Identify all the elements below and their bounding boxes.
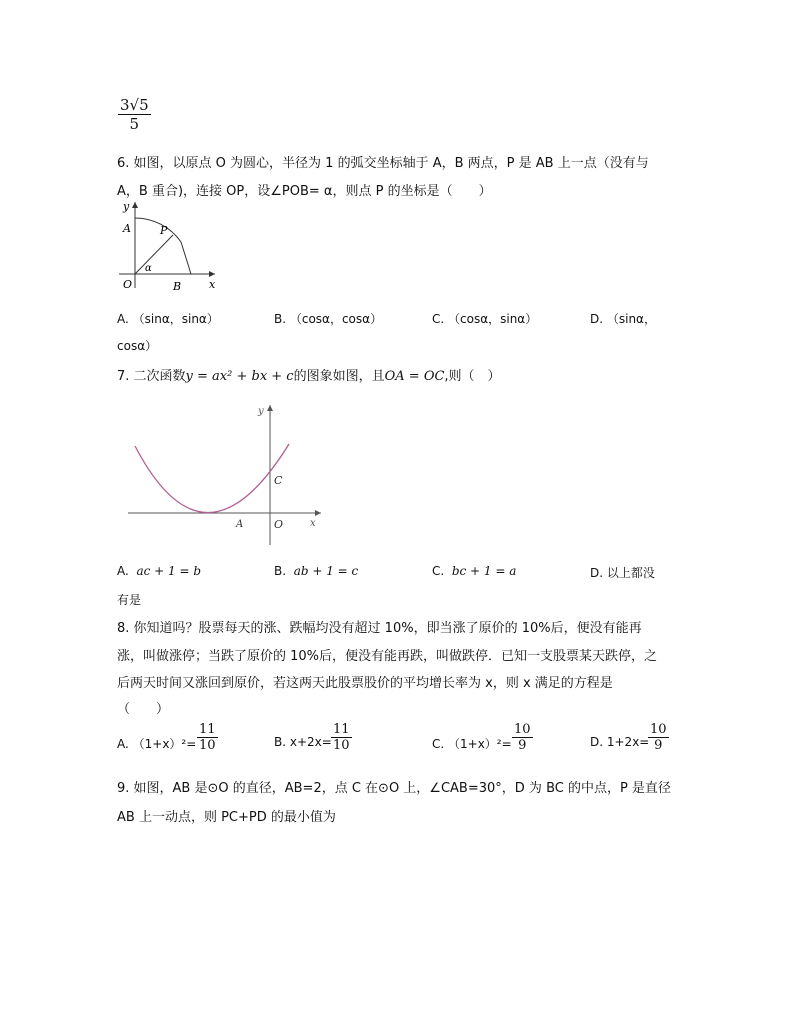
- fraction-numerator: 10: [514, 722, 531, 737]
- q7-option-a-label: A.: [117, 564, 129, 578]
- y-axis-arrow: [132, 202, 138, 208]
- label-b: B: [173, 280, 182, 293]
- q7-option-a[interactable]: [117, 564, 201, 578]
- q8-option-a-fraction: [197, 722, 218, 753]
- fraction-denominator: 5: [129, 115, 140, 133]
- answer-fraction: [118, 96, 151, 133]
- fraction-numerator: 10: [650, 722, 667, 737]
- q8-option-c-fraction: [512, 722, 533, 753]
- q8-option-d-fraction: [648, 722, 669, 753]
- q7-middle: 的图象如图，且: [293, 369, 385, 384]
- fraction-denominator: 10: [199, 738, 216, 753]
- q8-stem-line1: 8. 你知道吗？股票每天的涨、跌幅均没有超过 10%，即当涨了原价的 10%后，便没有能再: [117, 621, 642, 636]
- label-y: y: [258, 406, 264, 417]
- fraction-denominator: 9: [654, 738, 663, 753]
- q8-stem-line3: 后两天时间又涨回到原价，若这两天此股票股价的平均增长率为 x，则 x 满足的方程是: [117, 676, 613, 691]
- q8-option-b-fraction: [331, 722, 352, 753]
- label-x: x: [310, 518, 316, 529]
- fraction-denominator: 9: [518, 738, 527, 753]
- label-x: x: [209, 278, 216, 291]
- q7-option-d[interactable]: D. 以上都没: [590, 566, 655, 580]
- q7-option-c-formula: bc + 1 = a: [451, 564, 517, 578]
- q7-condition: OA = OC: [384, 369, 445, 384]
- segment-op: [135, 235, 173, 274]
- q6-option-b[interactable]: B. （cosα，cosα）: [274, 312, 383, 326]
- q6-stem-line1: 6. 如图，以原点 O 为圆心，半径为 1 的弧交坐标轴于 A，B 两点，P 是 AB 上一点（没有与: [117, 156, 649, 171]
- label-p: P: [160, 224, 168, 237]
- x-axis-arrow: [209, 271, 215, 277]
- q7-prefix: 7. 二次函数: [117, 369, 186, 384]
- fraction-numerator: 11: [333, 722, 350, 737]
- q8-stem-line4: （ ）: [117, 702, 170, 717]
- label-a: A: [123, 222, 131, 235]
- label-alpha: α: [145, 263, 152, 274]
- q8-option-a[interactable]: A. （1+x）²=: [117, 737, 197, 751]
- q7-option-c[interactable]: [432, 564, 516, 578]
- q7-suffix: ,则（ ）: [444, 369, 501, 384]
- q8-option-c[interactable]: C. （1+x）²=: [432, 737, 512, 751]
- label-o: O: [274, 518, 284, 531]
- q7-option-b[interactable]: [274, 564, 358, 578]
- q7-option-b-formula: ab + 1 = c: [293, 564, 359, 578]
- label-a: A: [236, 519, 244, 530]
- q6-option-d[interactable]: D. （sinα，: [590, 312, 656, 326]
- q7-option-d-continued: 有是: [117, 593, 142, 607]
- q9-stem-line1: 9. 如图，AB 是⊙O 的直径，AB=2，点 C 在⊙O 上，∠CAB=30°，D 为 BC 的中点，P 是直径: [117, 781, 671, 796]
- fraction-numerator: 11: [199, 722, 216, 737]
- q6-stem-line2: A，B 重合)，连接 OP，设∠POB= α，则点 P 的坐标是（ ）: [117, 184, 492, 199]
- q7-formula: y = ax² + bx + c: [185, 369, 294, 384]
- q7-option-a-formula: ac + 1 = b: [136, 564, 202, 578]
- y-axis-arrow: [267, 405, 273, 411]
- q8-stem-line2: 涨，叫做涨停；当跌了原价的 10%后，便没有能再跌，叫做跌停．已知一支股票某天跌停，之: [117, 649, 658, 664]
- label-c: C: [274, 474, 283, 487]
- q6-figure: [115, 198, 220, 293]
- fraction-denominator: 10: [333, 738, 350, 753]
- label-y: y: [123, 200, 130, 213]
- q7-option-c-label: C.: [432, 564, 445, 578]
- q7-figure: [125, 400, 340, 550]
- q7-stem: [117, 365, 501, 384]
- q7-option-b-label: B.: [274, 564, 287, 578]
- q8-option-b[interactable]: B. x+2x=: [274, 735, 332, 749]
- q6-option-c[interactable]: C. （cosα，sinα）: [432, 312, 538, 326]
- q6-option-d-continued: cosα）: [117, 339, 158, 353]
- x-axis-arrow: [315, 510, 321, 516]
- q6-option-a[interactable]: A. （sinα，sinα）: [117, 312, 219, 326]
- parabola-curve: [135, 444, 289, 513]
- q9-stem-line2: AB 上一动点，则 PC+PD 的最小值为: [117, 810, 336, 825]
- fraction-numerator: 3√5: [120, 96, 149, 114]
- q8-option-d[interactable]: D. 1+2x=: [590, 735, 650, 749]
- label-o: O: [123, 278, 133, 291]
